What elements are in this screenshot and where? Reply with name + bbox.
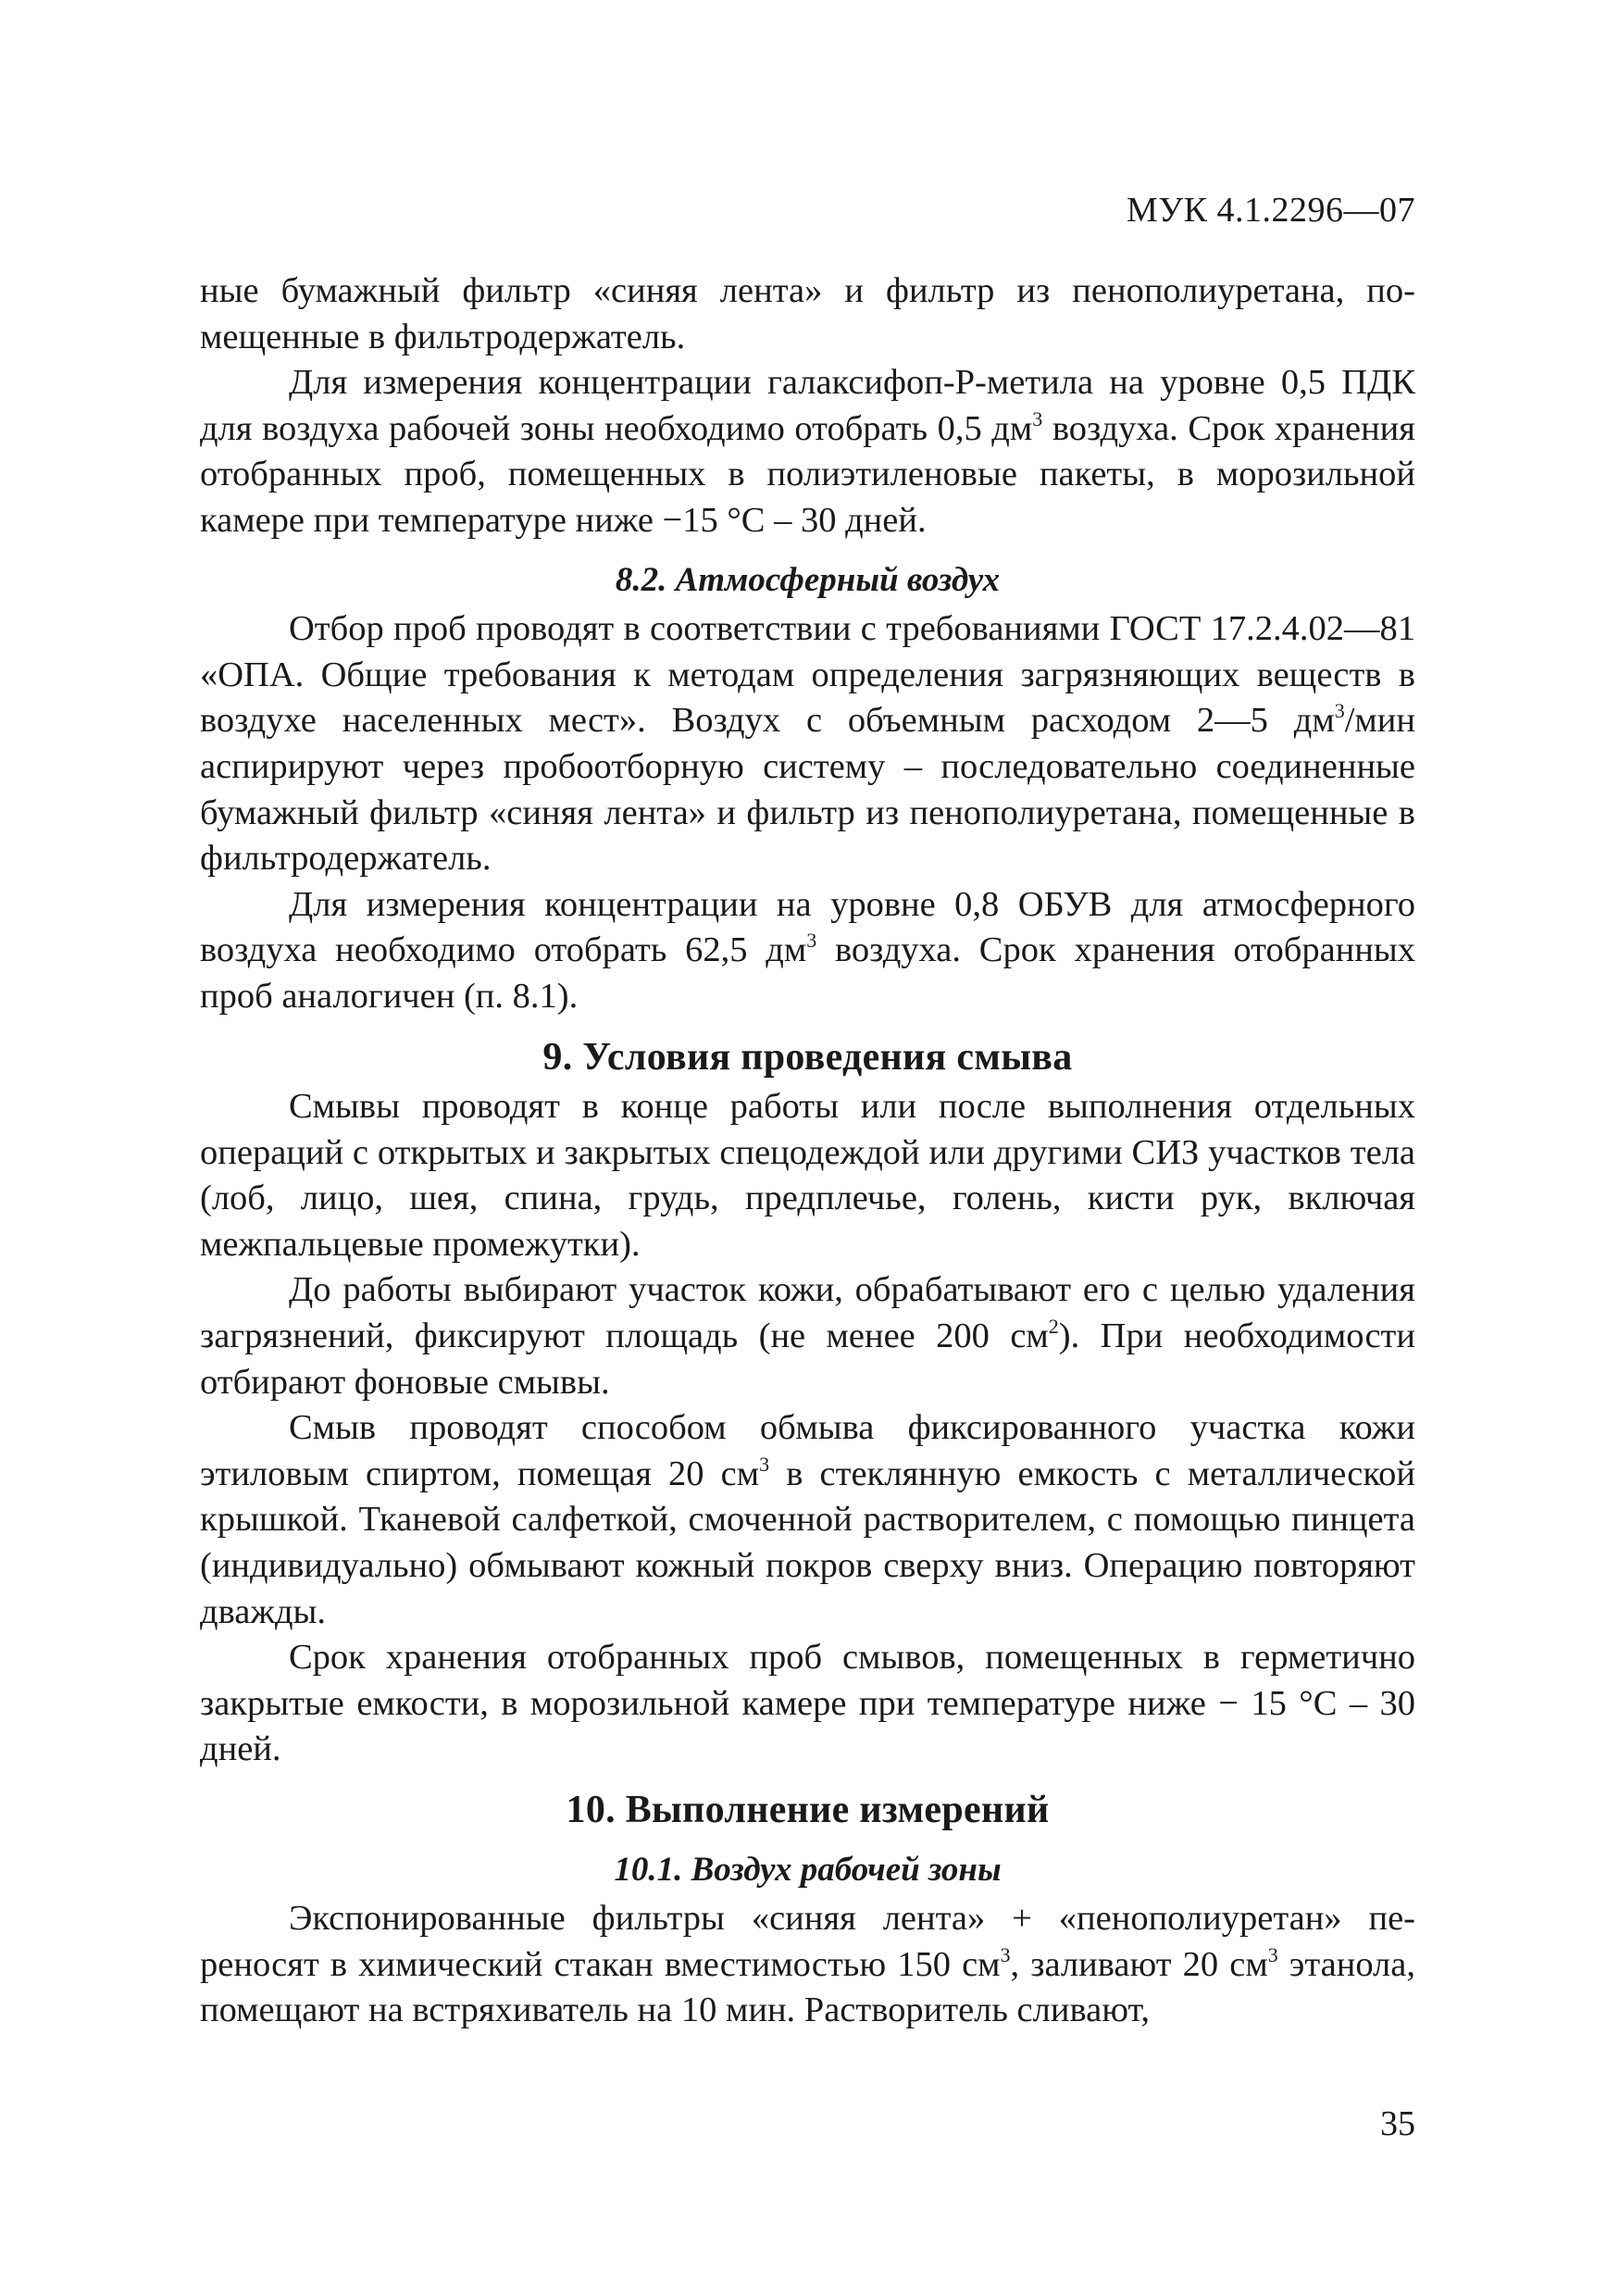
superscript: 3: [806, 929, 817, 953]
superscript: 2: [1048, 1315, 1059, 1339]
paragraph-text: , заливают 20 см: [1010, 1944, 1268, 1984]
paragraph-atmospheric-sampling: [200, 606, 1415, 882]
section-heading-9: 9. Условия проведения смыва: [542, 1035, 1073, 1079]
superscript: 3: [1267, 1942, 1278, 1966]
paragraph-text: Срок хранения отобранных проб смывов, помещенных в герметично закрытые емкости, в морозильной камере при температуре ниже − 15 °С – 30 дней.: [200, 1638, 1415, 1769]
paragraph-text: ные бумажный фильтр «синяя лента» и фильтр из пенополиуретана, помещенные в фильтродержатель.: [200, 271, 1415, 356]
paragraph-skin-area: [200, 1267, 1415, 1405]
superscript: 3: [1032, 406, 1043, 430]
paragraph-text: Для измерения концентрации галаксифоп-Р-метила на уровне 0,5 ПДК для воздуха рабочей зоны необходимо отобрать 0,5 дм: [200, 363, 1415, 448]
paragraph-swab-method: [200, 1405, 1415, 1635]
subsection-heading-10-1: 10.1. Воздух рабочей зоны: [614, 1850, 1002, 1889]
paragraph-swab-storage: [200, 1635, 1415, 1773]
superscript: 3: [1000, 1942, 1011, 1966]
paragraph-text: До работы выбирают участок кожи, обрабатывают его с целью удаления загрязнений, фиксируют площадь (не менее 200 см: [200, 1270, 1415, 1356]
paragraph-text: Для измерения концентрации на уровне 0,8 ОБУВ для атмосферного воздуха необходимо отобрать 62,5 дм: [200, 884, 1415, 970]
superscript: 3: [759, 1452, 770, 1476]
paragraph-text: Экспонированные фильтры «синяя лента» + «пенополиуретан» переносят в химический стакан вместимостью 150 см: [200, 1899, 1415, 1984]
paragraph-text: воздуха. Срок хранения отобранных проб, помещенных в полиэтиленовые пакеты, в морозильной камере при температуре ниже −15 °С – 30 дней.: [200, 408, 1415, 540]
paragraph-text: ). При необходимости отбирают фоновые смывы.: [200, 1316, 1415, 1402]
superscript: 3: [1334, 699, 1345, 723]
paragraph-work-zone-measurement: [200, 1896, 1415, 2034]
paragraph-sampling-volume-work-zone: [200, 360, 1415, 543]
paragraph-swab-conditions: [200, 1084, 1415, 1267]
subsection-heading-8-2: 8.2. Атмосферный воздух: [615, 560, 1001, 599]
paragraph-atmospheric-volume: [200, 882, 1415, 1020]
paragraph-text: в стеклянную емкость с металлической крышкой. Тканевой салфеткой, смоченной растворителем, с помощью пинцета (индивидуально) обмывают кожный покров сверху вниз. Операцию повторяют дважды.: [200, 1454, 1416, 1631]
paragraph-continuation: [200, 268, 1415, 360]
page-content: [200, 268, 1415, 2034]
paragraph-text: /мин аспирируют через пробоотборную систему – последовательно соединенные бумажный фильтр «синяя лента» и фильтр из пенополиуретана, помещенные в фильтродержатель.: [200, 701, 1415, 879]
paragraph-text: воздуха. Срок хранения отобранных проб аналогичен (п. 8.1).: [200, 930, 1415, 1016]
document-code: МУК 4.1.2296—07: [1126, 191, 1415, 230]
page-number: 35: [1380, 2104, 1415, 2143]
section-heading-10: 10. Выполнение измерений: [566, 1789, 1050, 1831]
paragraph-text: Смывы проводят в конце работы или после выполнения отдельных операций с открытых и закрытых спецодеждой или другими СИЗ участков тела (лоб, лицо, шея, спина, грудь, предплечье, голень, кисти рук, включая межпальцевые промежутки).: [200, 1087, 1415, 1264]
paragraph-text: Отбор проб проводят в соответствии с требованиями ГОСТ 17.2.4.02—81 «ОПА. Общие требования к методам определения загрязняющих веществ в воздухе населенных мест». Воздух с объемным расходом 2—5 дм: [200, 609, 1415, 741]
paragraph-text: Смыв проводят способом обмыва фиксированного участка кожи этиловым спиртом, помещая 20 см: [200, 1408, 1415, 1493]
paragraph-text: этанола, помещают на встряхиватель на 10 мин. Растворитель сливают,: [200, 1944, 1415, 2030]
